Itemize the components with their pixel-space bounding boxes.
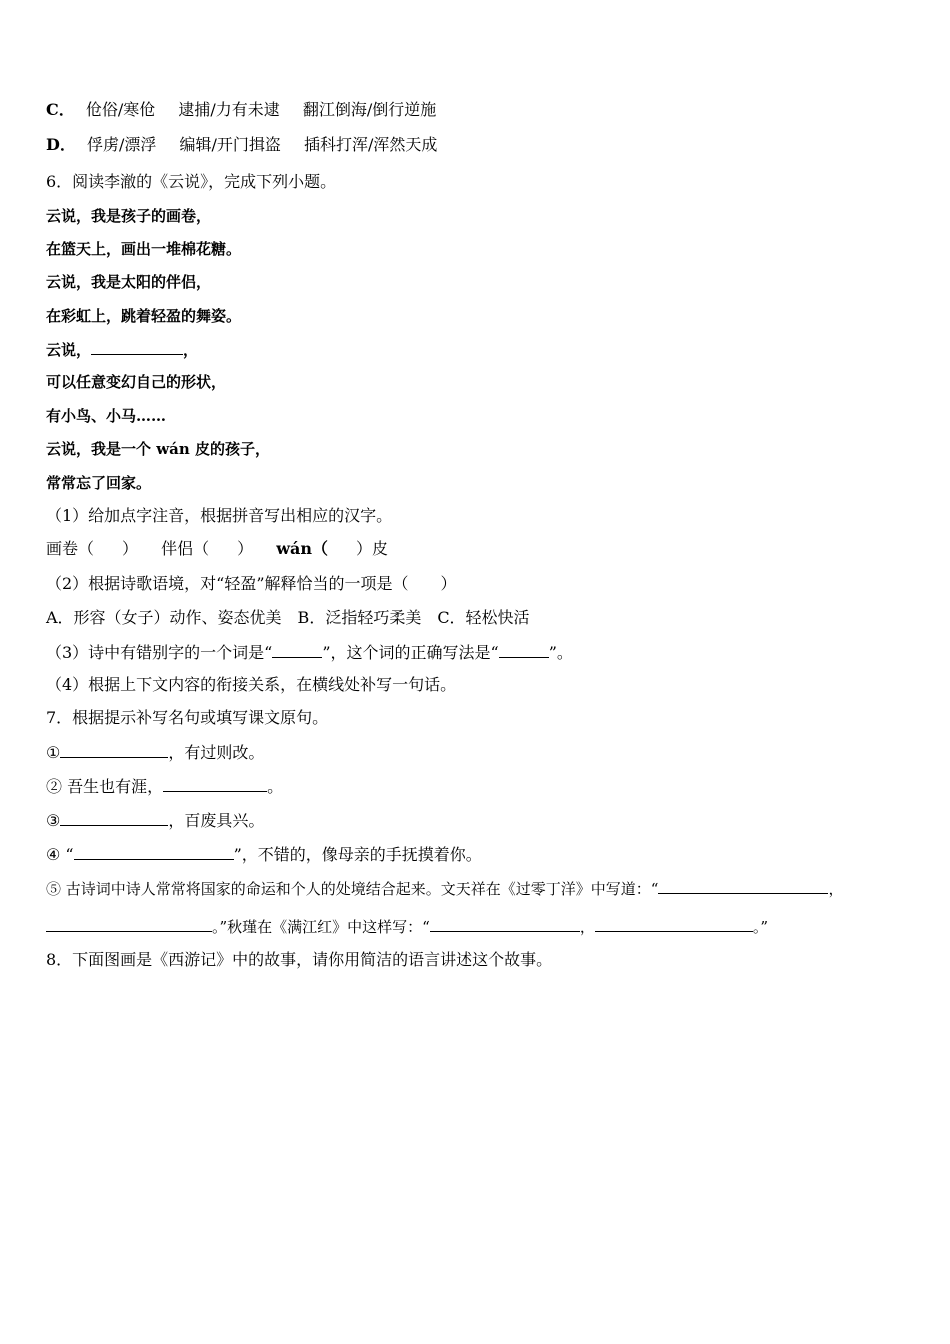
q6-sub3 [46,641,573,664]
q7-title: 7．根据提示补写名句或填写课文原句。 [46,708,329,727]
poem-blank [91,338,183,355]
option-d-letter: D． [46,135,76,154]
q7-item-3-pre: ③ [46,811,61,830]
q7-item-1 [46,741,264,764]
sub3-blank-1 [272,641,322,658]
sub1-item-2-open: 伴侣（ [161,539,210,558]
q7-item-5-line-1 [46,877,843,900]
q6-sub2-options: A．形容（女子）动作、姿态优美 B．泛指轻巧柔美 C．轻松快活 [46,608,530,627]
q7-item-1-pre: ① [46,743,61,762]
q7-item-5-text-d: ， [579,918,595,936]
poem-line-5-text: 云说， [46,341,92,359]
poem-line-9: 常常忘了回家。 [46,474,152,492]
poem-line-5 [46,338,198,361]
sub3-text-c: ”。 [548,643,573,662]
q7-item-5-blank-2 [46,915,212,932]
q7-item-2-pre: ② 吾生也有涯， [46,777,164,796]
option-c [46,99,436,121]
q7-item-5-text-a: ⑤ 古诗词中诗人常常将国家的命运和个人的处境结合起来。文天祥在《过零丁洋》中写道：“ [46,880,659,898]
q7-item-2 [46,775,283,798]
option-c-letter: C． [46,100,75,119]
q7-item-5-blank-3 [430,915,580,932]
q7-item-1-post: ，有过则改。 [168,743,265,762]
q6-sub1-items [46,538,388,560]
sub3-blank-2 [499,641,549,658]
sub1-item-1-open: 画卷（ [46,539,95,558]
q7-item-5-text-b: ， [828,880,844,898]
q7-item-4-post: ”，不错的，像母亲的手抚摸着你。 [233,845,482,864]
q7-item-3 [46,809,264,832]
poem-line-3: 云说，我是太阳的伴侣， [46,273,212,291]
q6-title: 6．阅读李澈的《云说》，完成下列小题。 [46,172,337,191]
poem-line-6: 可以任意变幻自己的形状， [46,373,227,391]
q7-item-5-blank-1 [658,877,828,894]
q7-item-5-blank-4 [595,915,753,932]
poem-blank-end: ， [183,341,199,359]
sub1-item-3-close: ）皮 [356,539,389,558]
sub3-text-a: （3）诗中有错别字的一个词是“ [46,643,273,662]
option-d-item-2: 编辑/开门揖盗 [179,135,281,154]
q7-item-1-blank [60,741,168,758]
q8-title: 8．下面图画是《西游记》中的故事，请你用简洁的语言讲述这个故事。 [46,950,553,969]
q6-sub4: （4）根据上下文内容的衔接关系，在横线处补写一句话。 [46,675,457,694]
sub1-item-3-open: wán（ [276,539,329,558]
sub1-item-1-close: ） [122,539,139,558]
option-d-item-1: 俘虏/漂浮 [86,135,157,154]
q7-item-3-blank [60,809,168,826]
q7-item-5-text-e: 。” [752,918,769,936]
q6-sub1: （1）给加点字注音，根据拼音写出相应的汉字。 [46,506,393,525]
option-d [46,134,437,156]
option-d-item-3: 插科打浑/浑然天成 [303,135,438,154]
poem-line-2: 在篮天上，画出一堆棉花糖。 [46,240,242,258]
q7-item-4 [46,843,482,866]
q7-item-3-post: ，百废具兴。 [168,811,265,830]
poem-line-4: 在彩虹上，跳着轻盈的舞姿。 [46,307,242,325]
q7-item-2-post: 。 [267,777,284,796]
q7-item-2-blank [163,775,267,792]
q7-item-4-blank [74,843,234,860]
option-c-item-1: 伧俗/寒伧 [85,100,156,119]
sub1-item-2-close: ） [237,539,254,558]
option-c-item-3: 翻江倒海/倒行逆施 [302,100,437,119]
q7-item-5-line-2 [46,915,768,938]
option-c-item-2: 逮捕/力有未逮 [178,100,280,119]
q7-item-5-text-c: 。”秋瑾在《满江红》中这样写：“ [212,918,430,936]
q6-sub2: （2）根据诗歌语境，对“轻盈”解释恰当的一项是（ ） [46,574,457,593]
q7-item-4-pre: ④ “ [46,845,74,864]
poem-line-7: 有小鸟、小马…… [46,407,167,425]
poem-line-8: 云说，我是一个 wán 皮的孩子， [46,440,270,458]
sub3-text-b: ”，这个词的正确写法是“ [322,643,499,662]
poem-line-1: 云说，我是孩子的画卷， [46,207,212,225]
